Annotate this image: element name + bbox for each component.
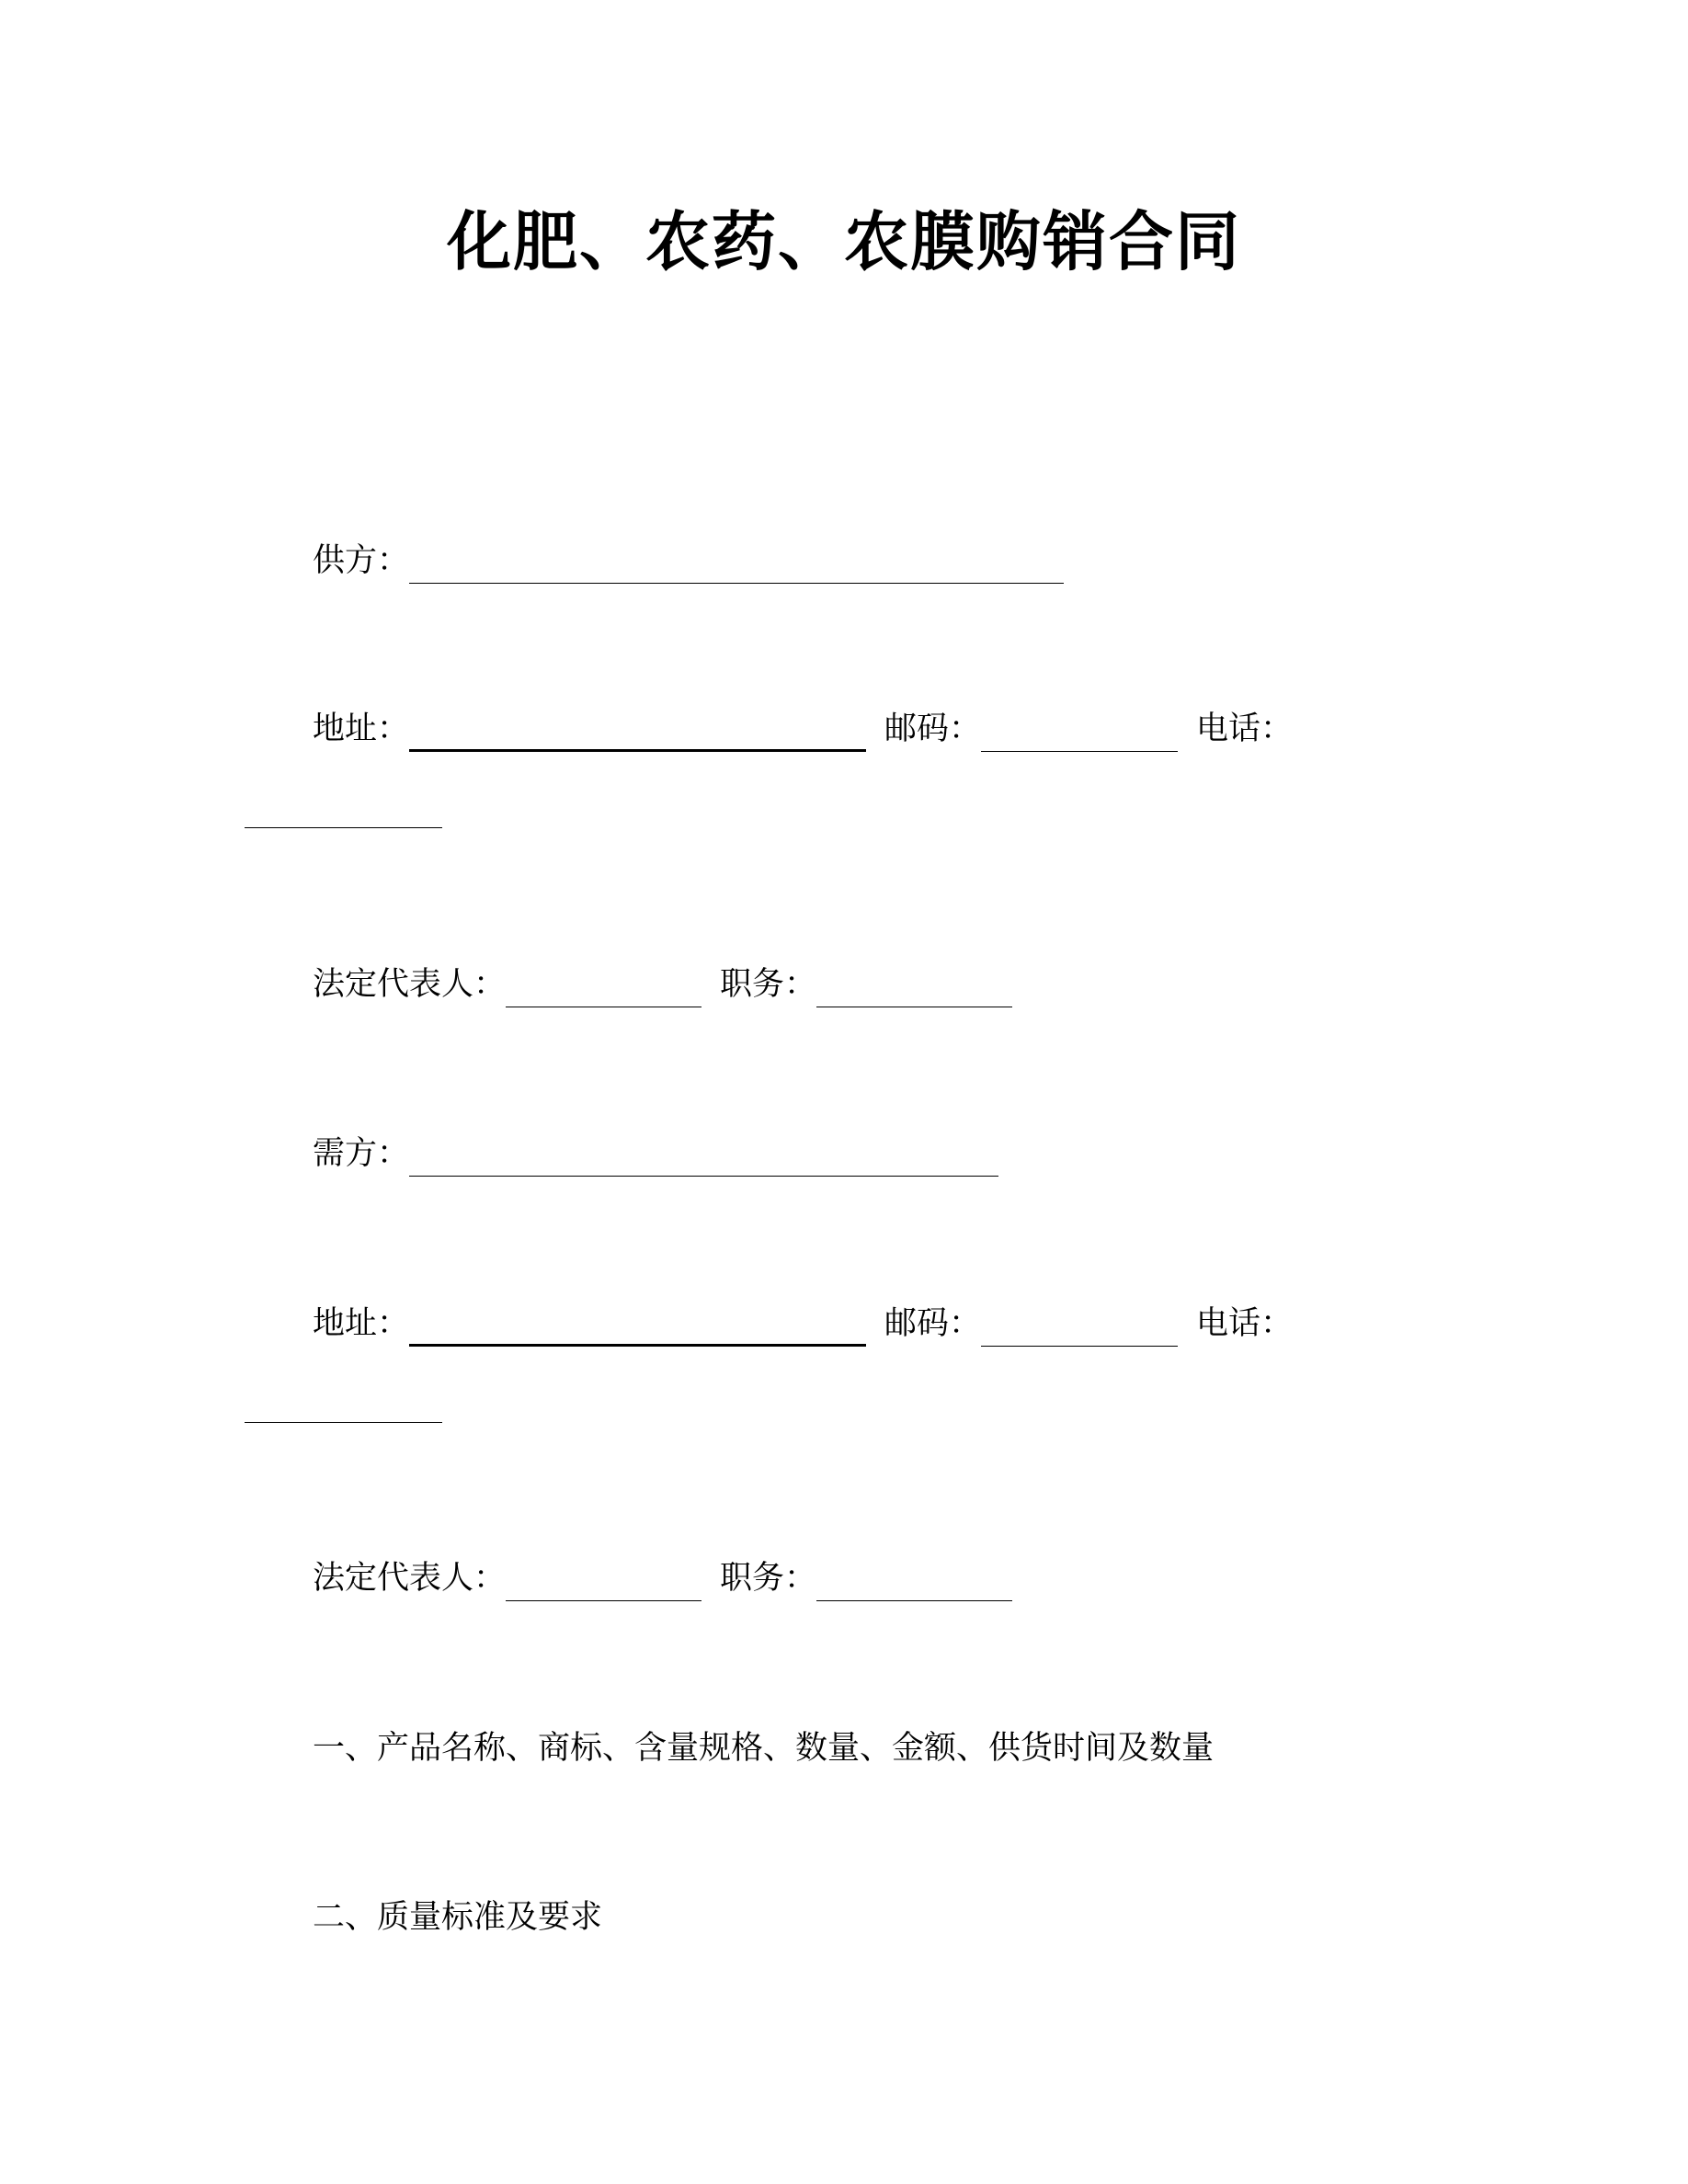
buyer-phone-label: 电话： <box>1196 1305 1294 1342</box>
buyer-position-blank[interactable] <box>816 1564 1012 1601</box>
buyer-label: 需方： <box>313 1135 410 1172</box>
supplier-address-line <box>313 706 1293 752</box>
supplier-rep-label: 法定代表人： <box>313 966 507 1003</box>
supplier-label: 供方： <box>313 542 410 579</box>
supplier-postcode-label: 邮码： <box>884 711 982 747</box>
buyer-rep-label: 法定代表人： <box>313 1560 507 1597</box>
section-heading: 二、质量标准及要求 <box>313 1899 603 1936</box>
buyer-position-label: 职务： <box>720 1560 817 1597</box>
supplier-blank[interactable] <box>409 546 1064 584</box>
supplier-position-label: 职务： <box>720 966 817 1003</box>
buyer-blank[interactable] <box>409 1139 998 1177</box>
supplier-position-blank[interactable] <box>816 970 1012 1007</box>
buyer-line <box>313 1131 998 1177</box>
buyer-postcode-label: 邮码： <box>884 1305 982 1342</box>
supplier-address-label: 地址： <box>313 711 410 747</box>
supplier-rep-blank[interactable] <box>506 970 701 1007</box>
supplier-phone-label: 电话： <box>1196 711 1294 747</box>
supplier-address-blank[interactable] <box>409 712 866 752</box>
section-heading: 一、产品名称、商标、含量规格、数量、金额、供货时间及数量 <box>313 1730 1215 1767</box>
buyer-address-blank[interactable] <box>409 1307 866 1347</box>
supplier-line <box>313 538 1064 584</box>
buyer-phone-blank[interactable] <box>245 1422 442 1423</box>
buyer-address-label: 地址： <box>313 1305 410 1342</box>
buyer-address-line <box>313 1301 1293 1347</box>
supplier-rep-line <box>313 961 1012 1007</box>
supplier-phone-blank[interactable] <box>245 827 442 828</box>
supplier-postcode-blank[interactable] <box>981 714 1178 752</box>
document-title: 化肥、农药、农膜购销合同 <box>447 204 1241 279</box>
buyer-rep-blank[interactable] <box>506 1564 701 1601</box>
buyer-rep-line <box>313 1555 1012 1601</box>
buyer-postcode-blank[interactable] <box>981 1309 1178 1347</box>
